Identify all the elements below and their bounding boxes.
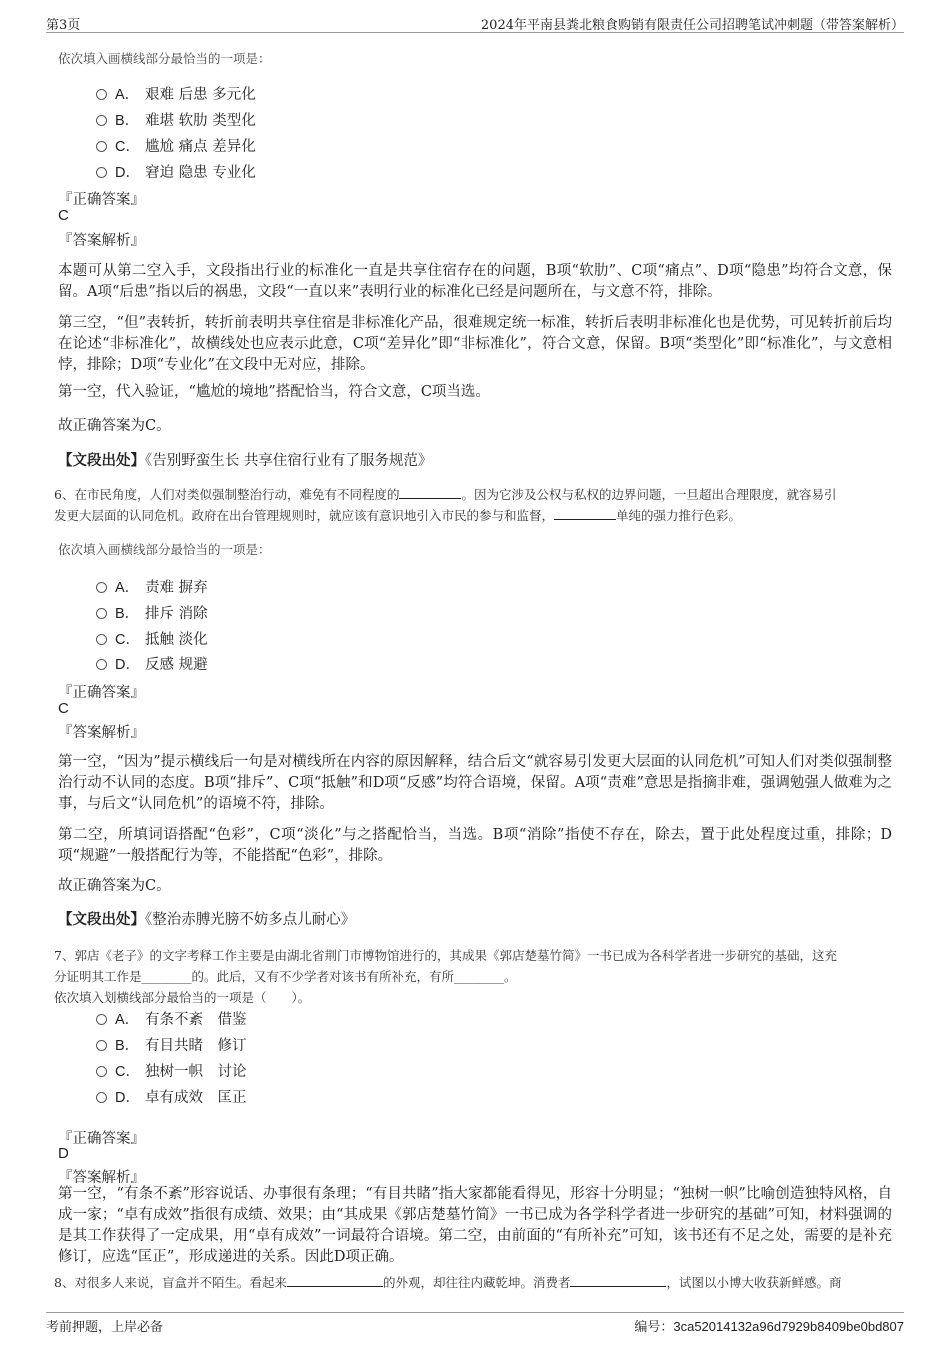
radio-icon[interactable]: [96, 141, 107, 152]
answer-heading: 『正确答案』: [58, 192, 145, 208]
radio-icon[interactable]: [96, 89, 107, 100]
option-a[interactable]: A． 责难 摒弃: [96, 576, 208, 597]
radio-icon[interactable]: [96, 1066, 107, 1077]
option-d[interactable]: D． 窘迫 隐患 专业化: [96, 161, 256, 182]
page-header: [46, 12, 904, 33]
option-a[interactable]: A． 艰难 后患 多元化: [96, 83, 256, 104]
answer-value: C: [58, 207, 69, 224]
blank: [287, 1274, 383, 1287]
analysis-heading: 『答案解析』: [58, 725, 145, 741]
option-d[interactable]: D． 反感 规避: [96, 653, 208, 674]
analysis-paragraph: 第一空，“因为”提示横线后一句是对横线所在内容的原因解释，结合后文“就容易引发更大层面的认同危机”可知人们对类似强制整治行动不认同的态度。B项“排斥”、C项“抵触”和D项“反感”均符合语境，保留。A项“责难”意思是指摘非难，强调勉强人做难为之事，与后文“认同危机”的语境不符，排除。: [58, 754, 892, 812]
page-number: 第3页: [46, 18, 81, 33]
answer-value: C: [58, 700, 69, 717]
question-text: 6、在市民角度，人们对类似强制整治行动，难免有不同程度的 。因为它涉及公权与私权的边界问题，一旦超出合理限度，就容易引 发更大层面的认同危机。政府在出台管理规则时，就应该有意识地引入市民的参与和监督， 单纯的强力推行色彩。: [54, 487, 837, 523]
radio-icon[interactable]: [96, 1014, 107, 1025]
page-footer: [46, 1312, 904, 1333]
analysis-paragraph: 故正确答案为C。: [58, 418, 171, 434]
option-b[interactable]: B． 难堪 软肋 类型化: [96, 109, 256, 130]
option-b[interactable]: B． 排斥 消除: [96, 602, 208, 623]
document-code: 编号：3ca52014132a96d7929b8409be0bd807: [634, 1319, 904, 1335]
option-c[interactable]: C． 独树一帜 讨论: [96, 1060, 247, 1081]
footer-slogan: 考前押题，上岸必备: [46, 1320, 164, 1335]
option-a[interactable]: A． 有条不紊 借鉴: [96, 1008, 247, 1029]
option-b[interactable]: B． 有目共睹 修订: [96, 1034, 247, 1055]
radio-icon[interactable]: [96, 1040, 107, 1051]
source-line: 【文段出处】《告别野蛮生长 共享住宿行业有了服务规范》: [58, 452, 433, 469]
radio-icon[interactable]: [96, 659, 107, 670]
analysis-heading: 『答案解析』: [58, 233, 145, 249]
blank: [554, 507, 616, 520]
answer-heading: 『正确答案』: [58, 685, 145, 701]
radio-icon[interactable]: [96, 608, 107, 619]
option-c[interactable]: C． 抵触 淡化: [96, 628, 208, 649]
radio-icon[interactable]: [96, 634, 107, 645]
analysis-paragraph: 第二空，所填词语搭配“色彩”，C项“淡化”与之搭配恰当，当选。B项“消除”指使不存在，除去，置于此处程度过重，排除；D项“规避”一般搭配行为等，不能搭配“色彩”，排除。: [58, 827, 892, 864]
analysis-heading: 『答案解析』: [58, 1170, 145, 1186]
analysis-paragraph: 本题可从第二空入手，文段指出行业的标准化一直是共享住宿存在的问题，B项“软肋”、C项“痛点”、D项“隐患”均符合文意，保留。A项“后患”指以后的祸患，文段“一直以来”表明行业的标准化已经是问题所在，与文意不符，排除。: [58, 263, 892, 300]
question-prompt: 依次填入画横线部分最恰当的一项是：: [58, 542, 271, 557]
blank: [570, 1274, 666, 1287]
answer-value: D: [58, 1145, 69, 1162]
analysis-paragraph: 第一空，“有条不紊”形容说话、办事很有条理；“有目共睹”指大家都能看得见，形容十分明显；“独树一帜”比喻创造独特风格，自成一家；“卓有成效”指很有成绩、效果；由“其成果《郭店楚墓竹简》一书已成为各学科学者进一步研究的基础”可知，材料强调的是其工作获得了一定成果，用“卓有成效”一词最符合语境。第二空，由前面的“有所补充”可知，该书还有不足之处，需要的是补充修订，应选“匡正”，形成递进的关系。因此D项正确。: [58, 1186, 892, 1265]
radio-icon[interactable]: [96, 115, 107, 126]
source-line: 【文段出处】《整治赤膊光膀不妨多点儿耐心》: [58, 911, 356, 928]
option-c[interactable]: C． 尴尬 痛点 差异化: [96, 135, 256, 156]
option-d[interactable]: D． 卓有成效 匡正: [96, 1086, 247, 1107]
radio-icon[interactable]: [96, 582, 107, 593]
question-text: 8、对很多人来说，盲盒并不陌生。看起来 的外观，却往往内藏乾坤。消费者 ，试图以小博大收获新鲜感。商: [54, 1275, 842, 1290]
analysis-paragraph: 故正确答案为C。: [58, 878, 171, 894]
question-text: 7、郭店《老子》的文字考释工作主要是由湖北省荆门市博物馆进行的，其成果《郭店楚墓竹简》一书已成为各科学者进一步研究的基础，这充 分证明其工作是________的。此后，又有不少学者对该书有所补充，有所________。 依次填入划横线部分最恰当的一项是（ ）。: [54, 948, 837, 1005]
blank: [399, 486, 461, 499]
radio-icon[interactable]: [96, 1092, 107, 1103]
document-title: 2024年平南县粪北粮食购销有限责任公司招聘笔试冲刺题（带答案解析）: [480, 18, 904, 33]
question-prompt: 依次填入画横线部分最恰当的一项是：: [58, 51, 271, 66]
answer-heading: 『正确答案』: [58, 1131, 145, 1147]
analysis-paragraph: 第三空，“但”表转折，转折前表明共享住宿是非标准化产品，很难规定统一标准，转折后表明非标准化也是优势，可见转折前后均在论述“非标准化”，故横线处也应表示此意，C项“差异化”即“非标准化”，符合文意，保留。B项“类型化”即“标准化”，与文意相悖，排除；D项“专业化”在文段中无对应，排除。: [58, 315, 892, 373]
analysis-paragraph: 第一空，代入验证，“尴尬的境地”搭配恰当，符合文意，C项当选。: [58, 384, 490, 400]
radio-icon[interactable]: [96, 167, 107, 178]
